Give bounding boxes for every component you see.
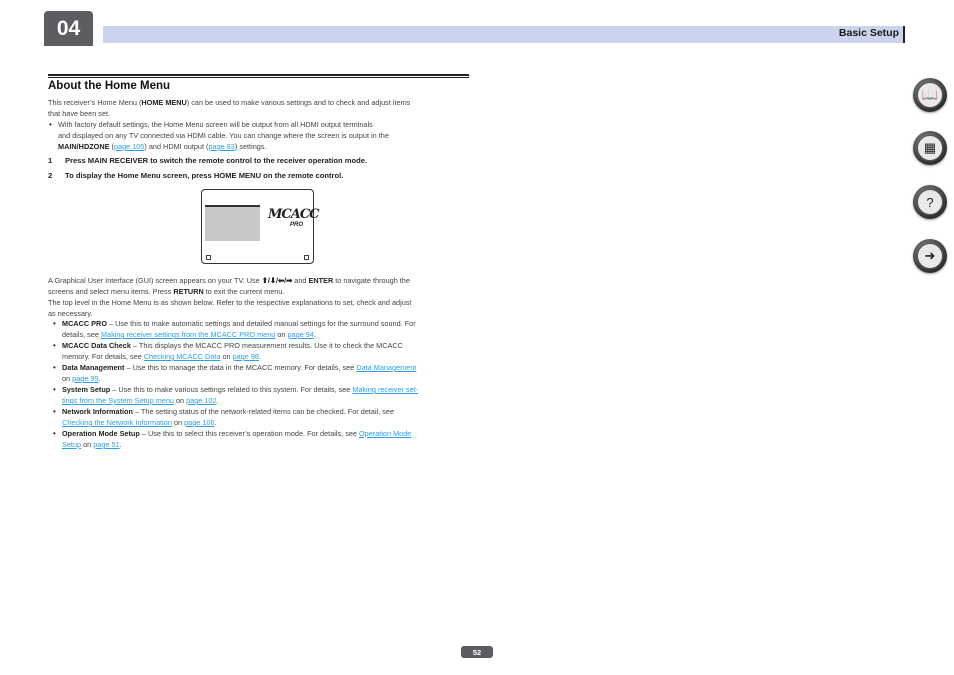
- list-item: Operation Mode Setup – Use this to select this receiver’s operation mode. For details, see Operation Mode: [62, 429, 412, 438]
- step-2: 2 To display the Home Menu screen, press HOME MENU on the remote control.: [48, 171, 344, 180]
- list-item-cont: memory. For details, see Checking MCACC Data on page 98.: [62, 352, 262, 361]
- section-rule-bottom: [48, 77, 469, 78]
- link-page-105[interactable]: page 105: [113, 142, 145, 151]
- link-operation-mode-setup[interactable]: Operation Mode: [359, 429, 412, 438]
- section-name: Basic Setup: [838, 27, 899, 39]
- link-checking-mcacc-data[interactable]: Checking MCACC Data: [143, 352, 221, 361]
- note-line-3: MAIN/HDZONE (page 105) and HDMI output (page 83) settings.: [58, 142, 267, 151]
- link-page-51[interactable]: page 51: [93, 440, 120, 449]
- screen-return-icon: [206, 255, 211, 260]
- mcacc-logo: MCACC: [268, 207, 319, 222]
- link-page-106[interactable]: page 106: [184, 418, 215, 427]
- tv-screen-illustration: [201, 189, 319, 264]
- link-system-setup-menu[interactable]: Making receiver set-: [352, 385, 419, 394]
- faq-icon[interactable]: ?: [913, 185, 947, 219]
- list-bullet: •: [53, 429, 56, 438]
- top-line-1: The top level in the Home Menu is as shown below. Refer to the respective explanations to set, check and adjust: [48, 298, 412, 307]
- top-line-2: as necessary.: [48, 309, 93, 318]
- link-mcacc-pro-menu[interactable]: Making receiver settings from the MCACC PRO menu: [100, 330, 276, 339]
- section-title: About the Home Menu: [48, 80, 171, 92]
- book-icon[interactable]: 📖: [913, 78, 947, 112]
- link-page-83[interactable]: page 83: [208, 142, 235, 151]
- intro-line-1: This receiver’s Home Menu (HOME MENU) can be used to make various settings and to check and adjust items: [48, 98, 411, 107]
- section-rule-top: [48, 74, 469, 76]
- list-item: MCACC PRO – Use this to make automatic settings and detailed manual settings for the surround sound. For: [62, 319, 416, 328]
- screen-menu-panel: [205, 205, 260, 241]
- list-item: MCACC Data Check – This displays the MCACC PRO measurement results. Use it to check the MCACC: [62, 341, 403, 350]
- gui-line-1: A Graphical User Interface (GUI) screen appears on your TV. Use ⬆/⬇/⬅/➡ and ENTER to navigate through the: [48, 276, 410, 285]
- step-1: 1 Press MAIN RECEIVER to switch the remote control to the receiver operation mode.: [48, 156, 368, 165]
- list-item-cont: Setup on page 51.: [62, 440, 122, 449]
- receiver-icon[interactable]: ▦: [913, 131, 947, 165]
- link-page-99[interactable]: page 99: [72, 374, 99, 383]
- list-item: System Setup – Use this to make various settings related to this system. For details, see Making receiver set-: [62, 385, 419, 394]
- link-operation-mode-setup-cont[interactable]: Setup: [62, 440, 82, 449]
- list-item: Data Management – Use this to manage the data in the MCACC memory. For details, see Data Management: [62, 363, 417, 372]
- link-page-102[interactable]: page 102: [186, 396, 217, 405]
- link-page-98[interactable]: page 98: [232, 352, 259, 361]
- note-line-2: and displayed on any TV connected via HDMI cable. You can change where the screen is output in the: [58, 131, 389, 140]
- header-tick: [903, 26, 905, 43]
- arrow-keys-icon: ⬆/⬇/⬅/➡: [261, 276, 293, 285]
- link-page-94[interactable]: page 94: [287, 330, 314, 339]
- list-item-cont: tings from the System Setup menu on page 102.: [62, 396, 219, 405]
- mcacc-pro-label: PRO: [290, 222, 304, 228]
- header-bar: [103, 26, 905, 43]
- list-bullet: •: [53, 407, 56, 416]
- list-bullet: •: [53, 385, 56, 394]
- note-line-1: With factory default settings, the Home Menu screen will be output from all HDMI output terminals: [58, 120, 373, 129]
- link-data-management[interactable]: Data Management: [356, 363, 417, 372]
- link-system-setup-menu-cont[interactable]: tings from the System Setup menu: [62, 396, 174, 405]
- list-item-cont: Checking the Network Information on page 106.: [62, 418, 217, 427]
- note-bullet: •: [49, 120, 52, 129]
- list-item-cont: on page 99.: [62, 374, 101, 383]
- index-icon[interactable]: ➜: [913, 239, 947, 273]
- screen-exit-icon: [304, 255, 309, 260]
- gui-line-2: screens and select menu items. Press RETURN to exit the current menu.: [48, 287, 285, 296]
- intro-line-2: that have been set.: [48, 109, 111, 118]
- chapter-badge: 04: [44, 11, 93, 46]
- list-item-cont: details, see Making receiver settings from the MCACC PRO menu on page 94.: [62, 330, 316, 339]
- link-checking-network-info[interactable]: Checking the Network Information: [62, 418, 172, 427]
- list-item: Network Information – The setting status of the network-related items can be checked. For detail, see: [62, 407, 395, 416]
- list-bullet: •: [53, 319, 56, 328]
- list-bullet: •: [53, 363, 56, 372]
- page-number: 52: [461, 646, 493, 658]
- list-bullet: •: [53, 341, 56, 350]
